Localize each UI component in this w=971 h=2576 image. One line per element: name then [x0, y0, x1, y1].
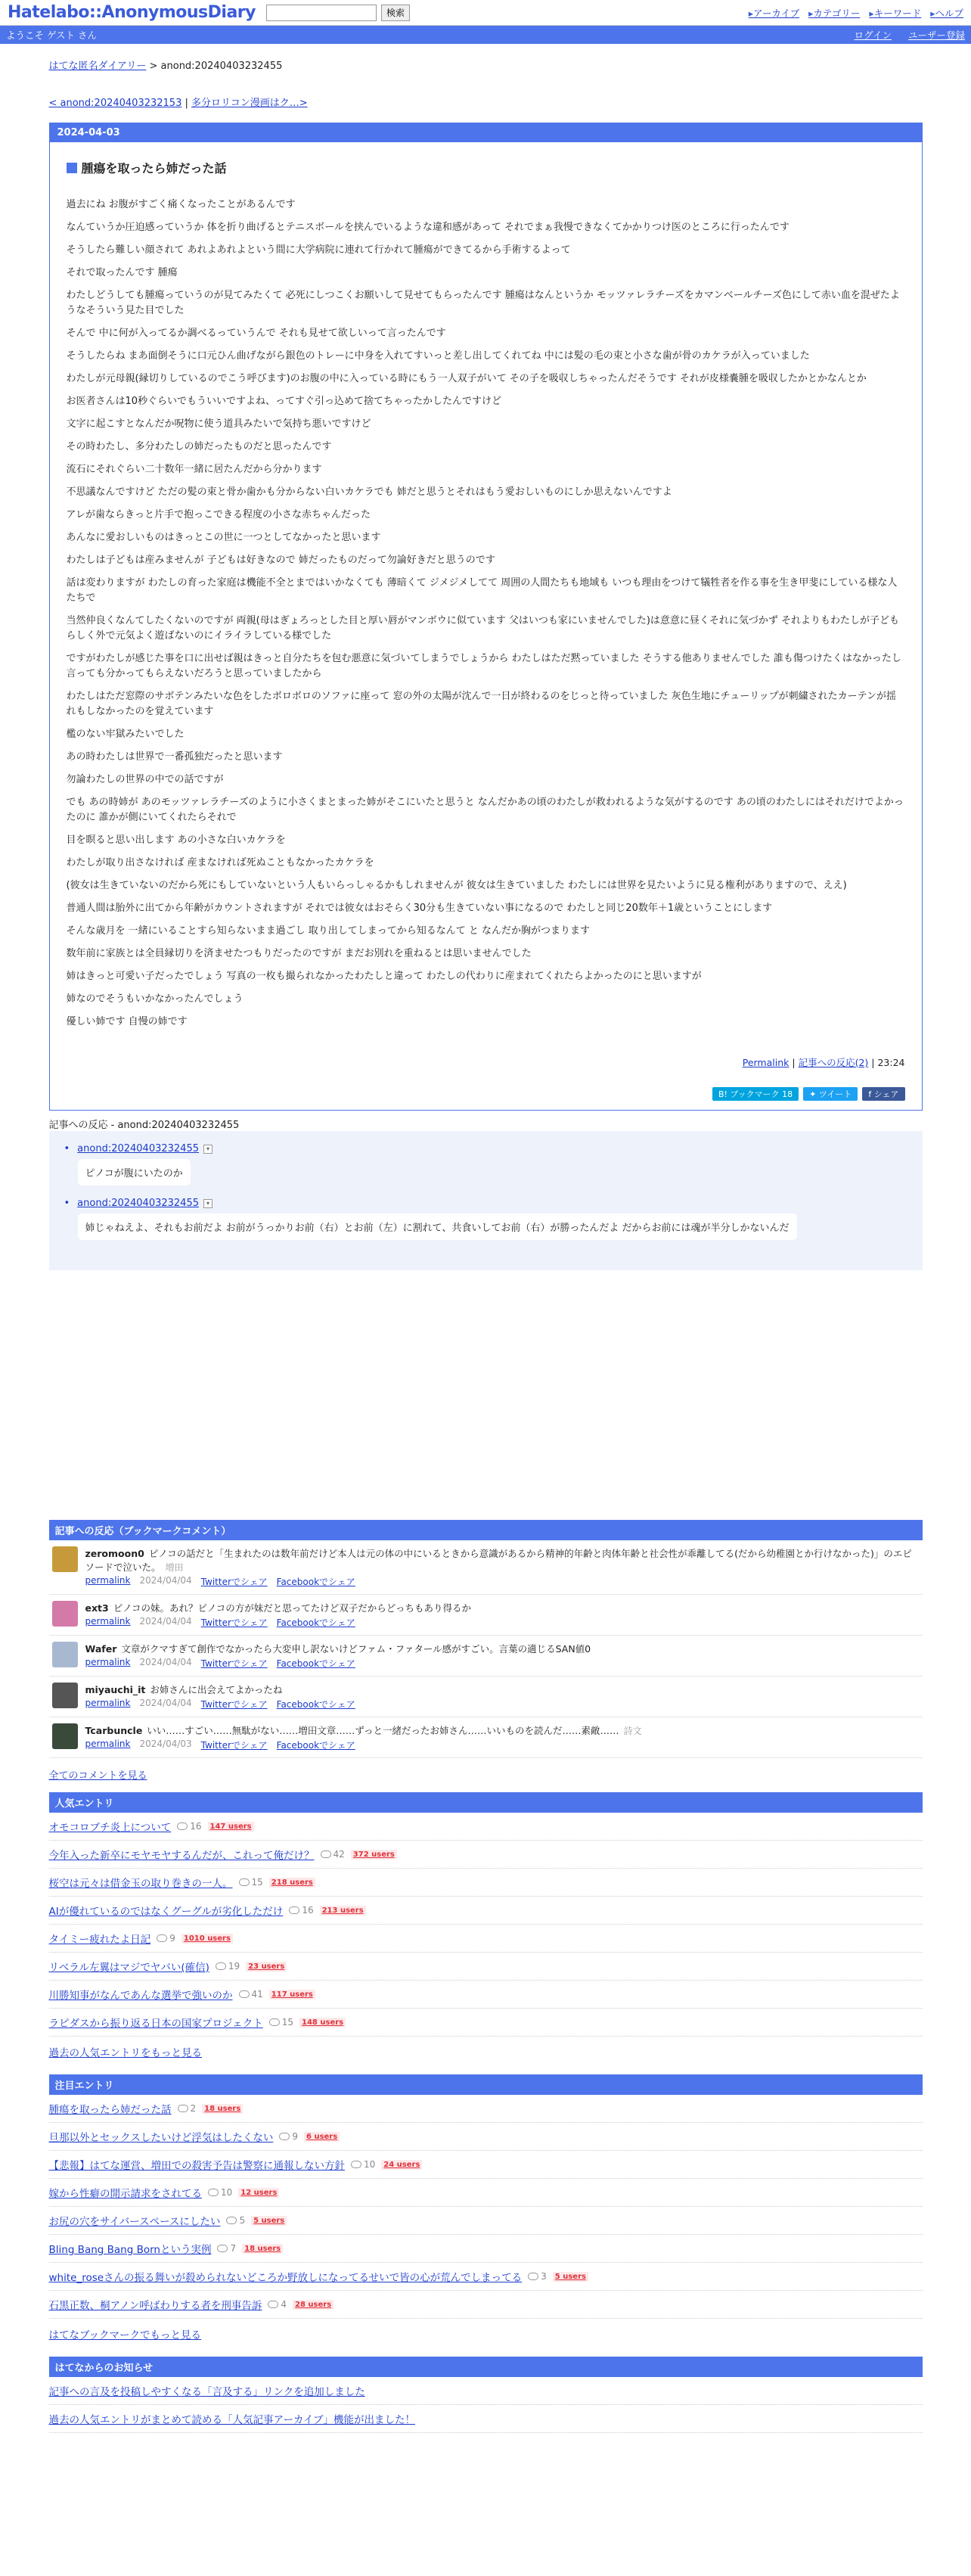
bookmark-facebook-share[interactable]: Facebookでシェア [276, 1740, 355, 1751]
comment-count [269, 2017, 293, 2028]
user-links [855, 28, 965, 42]
entry-paragraph: それで取ったんです 腫瘍 [66, 267, 178, 278]
bookmark-line [85, 1546, 920, 1574]
reaction-item [64, 1143, 907, 1185]
bookmark-user[interactable]: zeromoon0 [85, 1548, 144, 1559]
bookmark-line [85, 1683, 920, 1696]
entry-paragraph: わたしが取り出さなければ 産まなければ死ぬこともなかったカケラを [66, 857, 374, 869]
bookmark-meta [85, 1698, 920, 1711]
comment-count [216, 1961, 240, 1972]
reactions-link[interactable]: 記事への反応(2) [798, 1057, 869, 1068]
bookmark-users-badge[interactable]: 5 users [251, 2216, 287, 2226]
entry-paragraph: 当然仲良くなんてしたくないのですが 両親(母はぎょろっとした目と厚い唇がマンボウに似ています 父はいつも家にいませんでした)は意意に昼くそれに気づかず それよりもわたしが子どもらしく外で元気よく遊ばないのにイライラしている様でした [66, 615, 900, 642]
bookmark-main [85, 1642, 920, 1670]
comment-count-value: 15 [251, 1877, 263, 1888]
comment-count-value: 2 [190, 2103, 197, 2114]
bookmark-comment: ピノコの妹。あれ？ピノコの方が妹だと思ってたけど双子だからどっちもあり得るか [113, 1602, 471, 1614]
reaction-item [64, 1198, 907, 1240]
entry-paragraph: 優しい姉です 自慢の姉です [66, 1016, 188, 1027]
bookmark-date: 2024/04/04 [139, 1575, 192, 1586]
comment-count [321, 1849, 345, 1860]
register-link[interactable]: ユーザー登録 [907, 30, 965, 41]
entry-pager [49, 95, 923, 109]
bookmark-facebook-share[interactable]: Facebookでシェア [276, 1617, 355, 1628]
facebook-share-label: シェア [873, 1089, 899, 1099]
bookmark-comment: お姉さんに出会えてよかったね [150, 1684, 283, 1695]
entry-paragraph: でも あの時姉が あのモッツァレラチーズのように小さくまとまった姉がそこにいたと思うと なんだかあの頃のわたしが救われるような気がするのです あの頃のわたしにはそれだけでよかったのに 誰かが側にいてくれたらそれで [66, 797, 904, 823]
bookmark-twitter-share[interactable]: Twitterでシェア [200, 1699, 268, 1710]
entry-paragraph: そんな歳月を 一緒にいることすら知らないまま過ごし 取り出してしまってから知るなんて と なんだか胸がつまります [66, 925, 591, 937]
bookmark-permalink[interactable]: permalink [85, 1616, 131, 1627]
bookmark-comment: ピノコの話だと「生まれたのは数年前だけど本人は元の体の中にいるときから意識があるから精神的年齢と肉体年齢と社会性が乖離してる(だから幼稚園とか行けなかった)」のエピソードで泣いた。 [85, 1548, 912, 1573]
bookmark-permalink[interactable]: permalink [85, 1657, 131, 1667]
entry-list-link[interactable]: 嫁から性癖の開示請求をされてる [48, 2188, 202, 2200]
entry-paragraph: 不思議なんですけど ただの髪の束と骨か歯かも分からない白いカケラでも 姉だと思うとそれはもう愛おしいものにしか思えないんですよ [66, 486, 672, 498]
entry-list-row [49, 1925, 923, 1953]
bookmark-line [85, 1601, 920, 1614]
bookmark-comment: いい……すごい……無駄がない……増田文章……ずっと一緒だったお姉さん……いいものを読んだ……素敵…… [147, 1725, 619, 1736]
comment-bubble-icon [528, 2273, 538, 2280]
comment-bubble-icon [239, 1990, 250, 1998]
bookmark-users-badge[interactable]: 1010 users [181, 1934, 233, 1944]
comment-count [178, 2103, 197, 2114]
bookmark-users-badge[interactable]: 24 users [381, 2160, 422, 2170]
entry-list-row [49, 2207, 923, 2235]
comment-bubble-icon [217, 2245, 228, 2252]
tweet-label: ツイート [818, 1089, 852, 1099]
reaction-header [64, 1198, 907, 1209]
entry-list-link[interactable]: リベラル左翼はマジでヤバい(確信) [48, 1962, 209, 1974]
bookmark-meta [85, 1657, 920, 1670]
entry-paragraph: 勿論わたしの世界の中での話ですが [66, 774, 224, 785]
facebook-icon: f [868, 1089, 874, 1099]
all-comments-link[interactable]: 全てのコメントを見る [48, 1770, 147, 1782]
entry-list-row [49, 1841, 923, 1869]
entry-time: | 23:24 [871, 1057, 905, 1068]
tweet-button[interactable] [803, 1087, 858, 1101]
footer-sep: | [792, 1057, 796, 1068]
comment-bubble-icon [321, 1850, 331, 1858]
breadcrumb [49, 57, 923, 72]
site-logo[interactable]: Hatelabo::AnonymousDiary [8, 3, 256, 22]
comment-count-value: 15 [281, 2017, 294, 2028]
comment-count [528, 2271, 547, 2282]
entry-list-row [49, 2123, 923, 2151]
next-entry-link[interactable]: 多分ロリコン漫画はク…> [191, 98, 308, 109]
bookmark-row [49, 1540, 923, 1595]
entry-paragraph: お医者さんは10秒ぐらいでもういいですよね、ってすぐ引っ込めて捨てちゃったかしたんですけど [66, 396, 502, 407]
bookmark-row [49, 1717, 923, 1758]
reactions-list [49, 1131, 923, 1270]
entry-list-link[interactable]: お尻の穴をサイバースペースにしたい [48, 2216, 221, 2228]
entry-paragraph: 姉なのでそうもいかなかったんでしょう [66, 993, 244, 1005]
nav-archive[interactable]: ▸ アーカイブ [749, 6, 799, 20]
comment-count-value: 3 [541, 2271, 547, 2282]
share-buttons [67, 1087, 905, 1101]
reaction-link[interactable]: • anond:20240403232455 [77, 1198, 199, 1209]
entry-paragraph: そうしたら難しい顔されて あれよあれよという間に大学病院に連れて行かれて腫瘍ができてるから手術するよって [66, 244, 571, 256]
comment-bubble-icon [178, 2105, 188, 2112]
entry-paragraph: あの時わたしは世界で一番孤独だったと思います [66, 751, 283, 763]
entry-title [67, 159, 905, 176]
comment-count [279, 2131, 298, 2142]
comment-bubble-icon [269, 2018, 280, 2026]
entry-paragraph: 流石にそれぐらい二十数年一緒に居たんだから分かります [66, 464, 322, 475]
notice-row [49, 2405, 923, 2433]
comment-count-value: 41 [251, 1989, 263, 2000]
entry-paragraph: 檻のない牢獄みたいでした [66, 729, 185, 740]
entry-paragraph: ですがわたしが感じた事を口に出せば親はきっと自分たちを包む悪意に気づいてしまうでしょうから わたしはただ黙っていました そうする他ありませんでした 誰も傷つけたくはなかったし 言っても分かってもらえないだろうと思っていましたから [66, 653, 901, 679]
comment-count [289, 1905, 313, 1916]
bookmark-user[interactable]: ext3 [85, 1602, 109, 1614]
entry-paragraph: 姉はきっと可愛い子だったでしょう 写真の一枚も撮られなかったわたしと違って わたしの代わりに産まれてくれたらよかったのにと思いますが [66, 971, 702, 982]
bookmark-main [85, 1683, 920, 1711]
bookmark-users-badge[interactable]: 148 users [299, 2018, 346, 2028]
main-container [49, 44, 923, 2433]
all-comments [49, 1767, 923, 1782]
comment-count-value: 7 [230, 2243, 237, 2254]
entry-list-link[interactable]: 腫瘍を取ったら姉だった話 [48, 2104, 172, 2116]
entry-paragraph: 普通人間は胎外に出てから年齢がカウントされますが それでは彼女はおそらく30分も生きていない事になるので わたしと同じ20数年＋1歳ということにします [66, 903, 773, 914]
comment-count [239, 1877, 263, 1888]
bookmark-date: 2024/04/04 [139, 1657, 192, 1667]
comment-count [208, 2187, 232, 2198]
comment-count-value: 5 [239, 2215, 246, 2226]
featured-section-title: 注目エントリ [49, 2074, 923, 2095]
bookmark-date: 2024/04/04 [139, 1698, 192, 1708]
entry-paragraph: (彼女は生きていないのだから死にもしていないという人もいらっしゃるかもしれませんが 彼女は生きていました わたしには世界を見たいように見る権利がありますので、ええ) [66, 880, 847, 891]
comment-bubble-icon [157, 1934, 167, 1942]
reaction-text: ピノコが腹にいたのか [78, 1159, 191, 1185]
reaction-link[interactable]: • anond:20240403232455 [77, 1143, 199, 1154]
chevron-down-icon[interactable]: ▾ [203, 1145, 213, 1154]
bookmark-users-badge[interactable]: 18 users [202, 2104, 243, 2114]
bookmark-date: 2024/04/03 [139, 1739, 192, 1749]
comment-bubble-icon [289, 1906, 299, 1914]
entry-list-link[interactable]: タイミー疲れたよ日記 [48, 1934, 151, 1946]
breadcrumb-current: anond:20240403232455 [160, 61, 283, 72]
notices-section-title: はてなからのお知らせ [49, 2357, 923, 2377]
entry-paragraph: アレが歯ならきっと片手で抱っこできる程度の小さな赤ちゃんだった [66, 509, 371, 520]
entry-paragraph: 過去にね お腹がすごく痛くなったことがあるんです [66, 199, 296, 210]
top-nav [749, 6, 963, 20]
entry-list-link[interactable]: white_roseさんの振る舞いが殺められないどころか野放しになってるせいで皆の心が荒んでしまってる [48, 2272, 523, 2284]
reaction-text: 姉じゃねえよ、それもお前だよ お前がうっかりお前（右）とお前（左）に割れて、共食いしてお前（右）が勝ったんだよ だからお前には魂が半分しかないんだ [78, 1213, 797, 1240]
avatar[interactable] [52, 1683, 78, 1708]
comment-count-value: 10 [364, 2159, 376, 2170]
bookmark-row [49, 1676, 923, 1717]
bookmark-tags: 増田 [165, 1562, 184, 1573]
bookmark-meta [85, 1575, 920, 1588]
featured-more-link[interactable]: はてなブックマークでもっと見る [48, 2329, 202, 2341]
entry-paragraph: そうしたらね まあ面倒そうに口元ひん曲げながら銀色のトレーに中身を入れてすいっと差し出してくれてね 中には髪の毛の束と小さな歯が骨のカケラが入っていました [66, 350, 810, 362]
entry-paragraph: わたしが元母親(縁切りしているのでこう呼びます)のお腹の中に入っている時にもう一人双子がいて その子を吸収しちゃったんだそうです それが皮様嚢腫を吸収したかとかなんとか [66, 373, 867, 384]
entry-list-link[interactable]: 石黒正数、桐アノン呼ばわりする者を刑事告訴 [48, 2300, 262, 2312]
user-bar [0, 26, 971, 44]
featured-list [49, 2095, 923, 2319]
reaction-header [64, 1143, 907, 1154]
entry-body [50, 142, 922, 1110]
entry-list-link[interactable]: 桜空は元々は借金玉の取り巻きの一人。 [48, 1878, 233, 1890]
bookmark-tags: 詩文 [623, 1726, 642, 1736]
bookmark-twitter-share[interactable]: Twitterでシェア [200, 1617, 268, 1628]
comment-bubble-icon [279, 2133, 290, 2140]
comment-bubble-icon [208, 2189, 219, 2196]
comment-bubble-icon [177, 1822, 188, 1830]
comment-bubble-icon [226, 2217, 237, 2224]
bookmark-twitter-share[interactable]: Twitterでシェア [200, 1658, 268, 1669]
bookmark-main [85, 1546, 920, 1588]
popular-section-title: 人気エントリ [49, 1792, 923, 1813]
bookmark-users-badge[interactable]: 117 users [269, 1990, 315, 2000]
entry-list-row [49, 2235, 923, 2263]
permalink-link[interactable]: Permalink [742, 1057, 790, 1068]
entry-list-row [49, 1981, 923, 2009]
comment-count [268, 2299, 287, 2310]
entry-list-row [49, 2009, 923, 2037]
entry-list-link[interactable]: 川勝知事がなんであんな選挙で強いのか [48, 1990, 233, 2002]
bookmark-user[interactable]: Tcarbuncle [85, 1725, 143, 1736]
bookmark-row [49, 1595, 923, 1636]
avatar[interactable] [52, 1546, 78, 1572]
entry-list-row [49, 2263, 923, 2291]
entry-title-text: 腫瘍を取ったら姉だった話 [81, 161, 227, 176]
nav-category[interactable]: ▸ カテゴリー [808, 6, 860, 20]
entry-list-row [49, 2151, 923, 2179]
entry-paragraph: 話は変わりますが わたしの育った家庭は機能不全とまではいかなくても 薄暗くて ジメジメしてて 周囲の人間たちも地域も いつも理由をつけて犠牲者を作る事を生き甲斐にしている様な人たちで [66, 577, 898, 604]
bookmark-comment: 文章がクマすぎて創作でなかったら大変申し訳ないけどファム・ファタール感がすごい。言葉の適じるSAN値0 [121, 1643, 591, 1655]
popular-more-link[interactable]: 過去の人気エントリをもっと見る [48, 2047, 202, 2059]
entry-list-row [49, 1953, 923, 1981]
bookmark-permalink[interactable]: permalink [85, 1698, 131, 1708]
login-link[interactable]: ログイン [854, 30, 892, 41]
breadcrumb-home[interactable]: はてな匿名ダイアリー [48, 61, 147, 72]
comment-count-value: 19 [228, 1961, 240, 1972]
top-bar [0, 0, 971, 26]
entry-list-link[interactable]: ラピダスから振り返る日本の国家プロジェクト [48, 2018, 263, 2030]
bookmark-meta [85, 1739, 920, 1751]
entry-paragraph: 文字に起こすとなんだか呪物に使う道具みたいで気持ち悪いですけど [66, 418, 371, 430]
notice-row [49, 2377, 923, 2405]
bookmark-user[interactable]: miyauchi_it [85, 1684, 146, 1695]
entry-paragraph: なんていうか圧迫感っていうか 体を折り曲げるとテニスボールを挟んでいるような違和感があって それでまぁ我慢できなくてかかりつけ医のところに行ったんです [66, 222, 790, 233]
comment-count-value: 9 [169, 1933, 175, 1944]
bookmark-meta [85, 1616, 920, 1629]
bookmark-section-title: 記事への反応（ブックマークコメント） [49, 1520, 923, 1540]
search-form [266, 5, 410, 21]
bookmark-permalink[interactable]: permalink [85, 1739, 131, 1749]
comment-count [239, 1989, 263, 2000]
bookmark-facebook-share[interactable]: Facebookでシェア [276, 1699, 355, 1710]
entry-paragraph: わたしどうしても腫瘍っていうのが見てみたくて 必死にしつこくお願いして見せてもらったんです 腫瘍はなんというか モッツァレラチーズをカマンベールチーズ色にして赤い血を混ぜたようなそういう見た目でした [66, 290, 900, 316]
bookmark-users-badge[interactable]: 28 users [293, 2300, 333, 2310]
chevron-down-icon[interactable]: ▾ [203, 1199, 213, 1208]
entry-paragraph: そんで 中に何が入ってるか調べるっていうんで それも見せて欲しいって言ったんです [66, 328, 446, 339]
comment-bubble-icon [239, 1878, 250, 1886]
entry-list-link[interactable]: 旦那以外とセックスしたいけど浮気はしたくない [48, 2132, 274, 2144]
entry-paragraph: わたしはただ窓際のサボテンみたいな色をしたボロボロのソファに座って 窓の外の太陽が沈んで一日が終わるのをじっと待っていました 灰色生地にチューリップが刺繍されたカーテンが揺れもしなかったのを覚えています [66, 691, 897, 717]
entry-list-link[interactable]: 今年入った新卒にモヤモヤするんだが、これって俺だけ？ [48, 1850, 315, 1862]
avatar[interactable] [52, 1642, 78, 1667]
bookmark-users-badge[interactable]: 12 users [238, 2188, 279, 2198]
comment-count-value: 10 [221, 2187, 233, 2198]
entry-footer [67, 1055, 905, 1069]
comment-count [226, 2215, 245, 2226]
popular-list [49, 1813, 923, 2037]
entry-list-link[interactable]: Bling Bang Bang Bornという実例 [48, 2244, 212, 2256]
bookmark-users-badge[interactable]: 372 users [351, 1850, 397, 1860]
entry-text [67, 197, 905, 1030]
facebook-share-button[interactable] [862, 1087, 904, 1101]
comment-count [157, 1933, 175, 1944]
bookmark-row [49, 1636, 923, 1676]
notice-link[interactable]: 記事への言及を投稿しやすくなる「言及する」リンクを追加しました [48, 2386, 365, 2398]
bookmark-users-badge[interactable]: 213 users [320, 1906, 366, 1916]
comment-bubble-icon [268, 2301, 278, 2308]
comment-bubble-icon [216, 1962, 226, 1970]
bookmark-users-badge[interactable]: 147 users [208, 1822, 254, 1832]
entry-list-row [49, 2095, 923, 2123]
comment-bubble-icon [351, 2161, 361, 2168]
nav-keyword[interactable]: ▸ キーワード [869, 6, 921, 20]
entry-list-row [49, 2291, 923, 2319]
prev-entry-link[interactable]: < anond:20240403232153 [48, 98, 182, 109]
notice-link[interactable]: 過去の人気エントリがまとめて読める「人気記事アーカイブ」機能が出ました！ [48, 2414, 416, 2426]
comment-count-value: 16 [190, 1821, 202, 1832]
welcome-text: ようこそ ゲスト さん [6, 30, 97, 41]
comment-count-value: 16 [302, 1905, 314, 1916]
comment-count [177, 1821, 201, 1832]
entry-paragraph: 数年前に家族とは全員縁切りを済ませたつもりだったのですが まだお別れを重ねるとは思いませんでした [66, 948, 532, 959]
bookmark-twitter-share[interactable]: Twitterでシェア [200, 1577, 268, 1587]
bookmark-users-badge[interactable]: 6 users [304, 2132, 340, 2142]
entry-list-row [49, 1813, 923, 1841]
entry [49, 123, 923, 1111]
bookmark-main [85, 1601, 920, 1629]
comment-count-value: 42 [333, 1849, 345, 1860]
nav-help[interactable]: ▸ ヘルプ [930, 6, 963, 20]
bookmark-permalink[interactable]: permalink [85, 1575, 131, 1586]
bookmark-main [85, 1723, 920, 1751]
entry-list-row [49, 1897, 923, 1925]
entry-list-row [49, 2179, 923, 2207]
reactions-title: 記事への反応 - anond:20240403232455 [48, 1120, 240, 1131]
bookmark-date: 2024/04/04 [139, 1616, 192, 1627]
comment-count-value: 4 [281, 2299, 287, 2310]
entry-list-link[interactable]: AIが優れているのではなくグーグルが劣化しただけ [48, 1906, 284, 1918]
entry-paragraph: わたしは子どもは産みませんが 子どもは好きなので 姉だったものだって勿論好きだと思うのです [66, 555, 495, 566]
avatar[interactable] [52, 1601, 78, 1627]
bookmark-users-badge[interactable]: 218 users [269, 1878, 315, 1888]
bookmark-twitter-share[interactable]: Twitterでシェア [200, 1740, 268, 1751]
hatena-bookmark-button[interactable]: B! ブックマーク 18 [712, 1087, 799, 1101]
pager-sep: | [185, 98, 188, 109]
entry-date: 2024-04-03 [50, 123, 922, 142]
entry-list-link[interactable]: オモコロブチ炎上について [48, 1822, 172, 1834]
bookmark-line [85, 1642, 920, 1655]
square-icon [67, 163, 77, 173]
comment-count-value: 9 [292, 2131, 299, 2142]
entry-list-row [49, 1869, 923, 1897]
bookmark-facebook-share[interactable]: Facebookでシェア [276, 1577, 355, 1587]
entry-paragraph: その時わたし、多分わたしの姉だったものだと思ったんです [66, 441, 332, 452]
search-input[interactable] [266, 5, 377, 21]
bookmark-user[interactable]: Wafer [85, 1643, 117, 1655]
comment-count [351, 2159, 375, 2170]
entry-paragraph: あんなに愛おしいものはきっとこの世に一つとしてなかったと思います [66, 532, 381, 543]
entry-paragraph: 目を瞑ると思い出します あの小さな白いカケラを [66, 834, 286, 846]
bookmark-users-badge[interactable]: 5 users [553, 2272, 588, 2282]
bookmark-users-badge[interactable]: 23 users [246, 1962, 287, 1972]
comment-count [217, 2243, 236, 2254]
notice-list [49, 2377, 923, 2433]
bookmark-list [49, 1540, 923, 1758]
bird-icon: ✦ [809, 1089, 819, 1099]
search-button[interactable]: 検索 [381, 5, 410, 21]
breadcrumb-sep: > [149, 61, 158, 72]
ad-space [49, 1270, 923, 1512]
bookmark-facebook-share[interactable]: Facebookでシェア [276, 1658, 355, 1669]
bookmark-line [85, 1723, 920, 1737]
avatar[interactable] [52, 1723, 78, 1749]
entry-list-link[interactable]: 【悲報】はてな運営、増田での殺害予告は警察に通報しない方針 [48, 2160, 345, 2172]
bookmark-users-badge[interactable]: 18 users [242, 2244, 283, 2254]
